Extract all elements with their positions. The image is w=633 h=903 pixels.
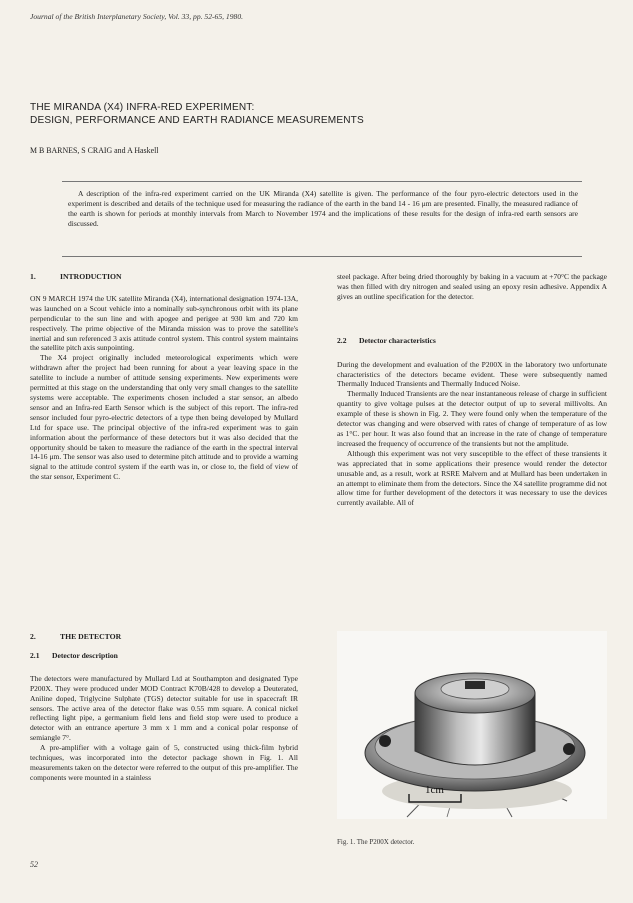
paper-title (30, 101, 610, 127)
section-2-2-number: 2.2 (337, 335, 347, 345)
detector-photo-illustration (337, 631, 607, 819)
abstract-top-rule (62, 181, 582, 182)
detector-continued-paragraph: steel package. After being dried thoroughly by baking in a vacuum at +70°C the package was then filled with dry nitrogen and sealed using an epoxy resin adhesive. Appendix A gives an outline specification for the detector. (337, 272, 607, 301)
section-2-number: 2. (30, 632, 36, 641)
page-number: 52 (30, 860, 38, 869)
right-column (337, 272, 607, 508)
title-line-2: DESIGN, PERFORMANCE AND EARTH RADIANCE MEASUREMENTS (30, 115, 364, 126)
section-2-1-title: Detector description (52, 650, 118, 660)
left-column-detector (30, 632, 298, 783)
section-2-2-title: Detector characteristics (359, 335, 436, 345)
section-2-1-paragraph-2: A pre-amplifier with a voltage gain of 5, constructed using thick-film hybrid techniques, was incorporated into the detector package shown in Fig. 1. All measurements taken on the detector were referred to the output of this pre-amplifier. The components were mounted in a stainless (30, 743, 298, 782)
journal-header: Journal of the British Interplanetary Society, Vol. 33, pp. 52-65, 1980. (30, 12, 244, 21)
section-2-2-heading (337, 336, 607, 346)
section-2-1-paragraph-1: The detectors were manufactured by Mullard Ltd at Southampton and designated Type P200X. They were produced under MOD Contract K70B/428 to develop a Deuterated, Aniline doped, Triglycine Sulphate (TGS) detector suitable for use in spacecraft IR sensors. The active area of the detector flake was 0.55 mm square. A conical nickel reflecting light pipe, a germanium field lens and field stop were used to produce a detector with an entrance aperture 3 mm x 1 mm and a conical polar response of semiangle 7°. (30, 673, 298, 743)
section-2-1-heading (30, 651, 298, 661)
abstract: A description of the infra-red experiment carried on the UK Miranda (X4) satellite is given. The performance of the four pyro-electric detectors used in the experiment is described and details of the technique used for measuring the radiance of the earth in the band 14 - 16 μm are presented. Finally, the measured radiance of the earth is shown for periods at monthly intervals from March to November 1974 and the implications of these results for the design of infra-red earth sensors are discussed. (68, 189, 578, 229)
section-2-title: THE DETECTOR (60, 632, 122, 641)
section-1-heading (30, 272, 298, 282)
scale-bar-label: 1cm (425, 784, 444, 796)
section-1-number: 1. (30, 272, 36, 281)
section-1-paragraph-2: The X4 project originally included meteorological experiments which were withdrawn after the project had been running for about a year leaving space in the satellite to include a number of attitude sensing experiments. New experiments were permitted at this stage on the understanding that only very small changes to the satellite systems were acceptable. The experiments chosen included a star sensor, an albedo sensor and an Infra-red Earth Sensor which is the subject of this report. The infra-red sensor included four pyro-electric detectors of a type then being developed by Mullard Ltd for space use. The principal objective of the infra-red experiment was to gain information about the performance of these detectors but it was also decided that the opportunity should be taken to measure the radiance of the earth in the spectral interval 14-16 μm. The sensor was also used to determine pitch attitude and to provide a warning signal to the attitude control system if the earth was in, or close to, the field of view of the star sensor, Experiment C. (30, 353, 298, 482)
figure-1-caption: Fig. 1. The P200X detector. (337, 838, 415, 846)
left-column-intro (30, 272, 298, 482)
section-2-2-paragraph-3: Although this experiment was not very susceptible to the effect of these transients it was appreciated that in some applications their presence would render the detector unusable and, as a result, work at RSRE Malvern and at Mullard has been undertaken in an attempt to eliminate them from the detectors. Since the X4 satellite programme did not allow time for further development of the detectors it was necessary to use the devices currently available. All of (337, 448, 607, 508)
title-line-1: THE MIRANDA (X4) INFRA-RED EXPERIMENT: (30, 102, 255, 113)
section-2-heading (30, 632, 298, 642)
section-1-title: INTRODUCTION (60, 272, 122, 281)
abstract-bottom-rule (62, 256, 582, 257)
section-2-2-paragraph-1: During the development and evaluation of the P200X in the laboratory two unfortunate characteristics of the detectors became evident. These were subsequently named Thermally Induced Transients and Thermally Induced Noise. (337, 359, 607, 389)
figure-1-photo (337, 631, 607, 819)
section-1-paragraph-1: ON 9 MARCH 1974 the UK satellite Miranda (X4), international designation 1974-13A, was launched on a Scout vehicle into a nominally sub-synchronous orbit with its plane perpendicular to the sun line and with apogee and perigee at 930 km and 720 km respectively. The prime objective of the Miranda mission was to prove the satellite's inertial and sun referenced 3 axis attitude control system. This control system maintains the satellite pitch axis sunpointing. (30, 293, 298, 353)
authors: M B BARNES, S CRAIG and A Haskell (30, 146, 159, 155)
section-2-1-number: 2.1 (30, 650, 40, 660)
section-2-2-paragraph-2: Thermally Induced Transients are the near instantaneous release of charge in sufficient quantity to give voltage pulses at the detector output of up to several millivolts. An example of these is shown in Fig. 2. They were found only when the temperature of the detector was changing and were observed with rates of change of temperature of as low as 1°C. per hour. It was also found that an increase in the rate of change of temperature increased the frequency of occurrence of the transients but not the amplitude. (337, 389, 607, 448)
